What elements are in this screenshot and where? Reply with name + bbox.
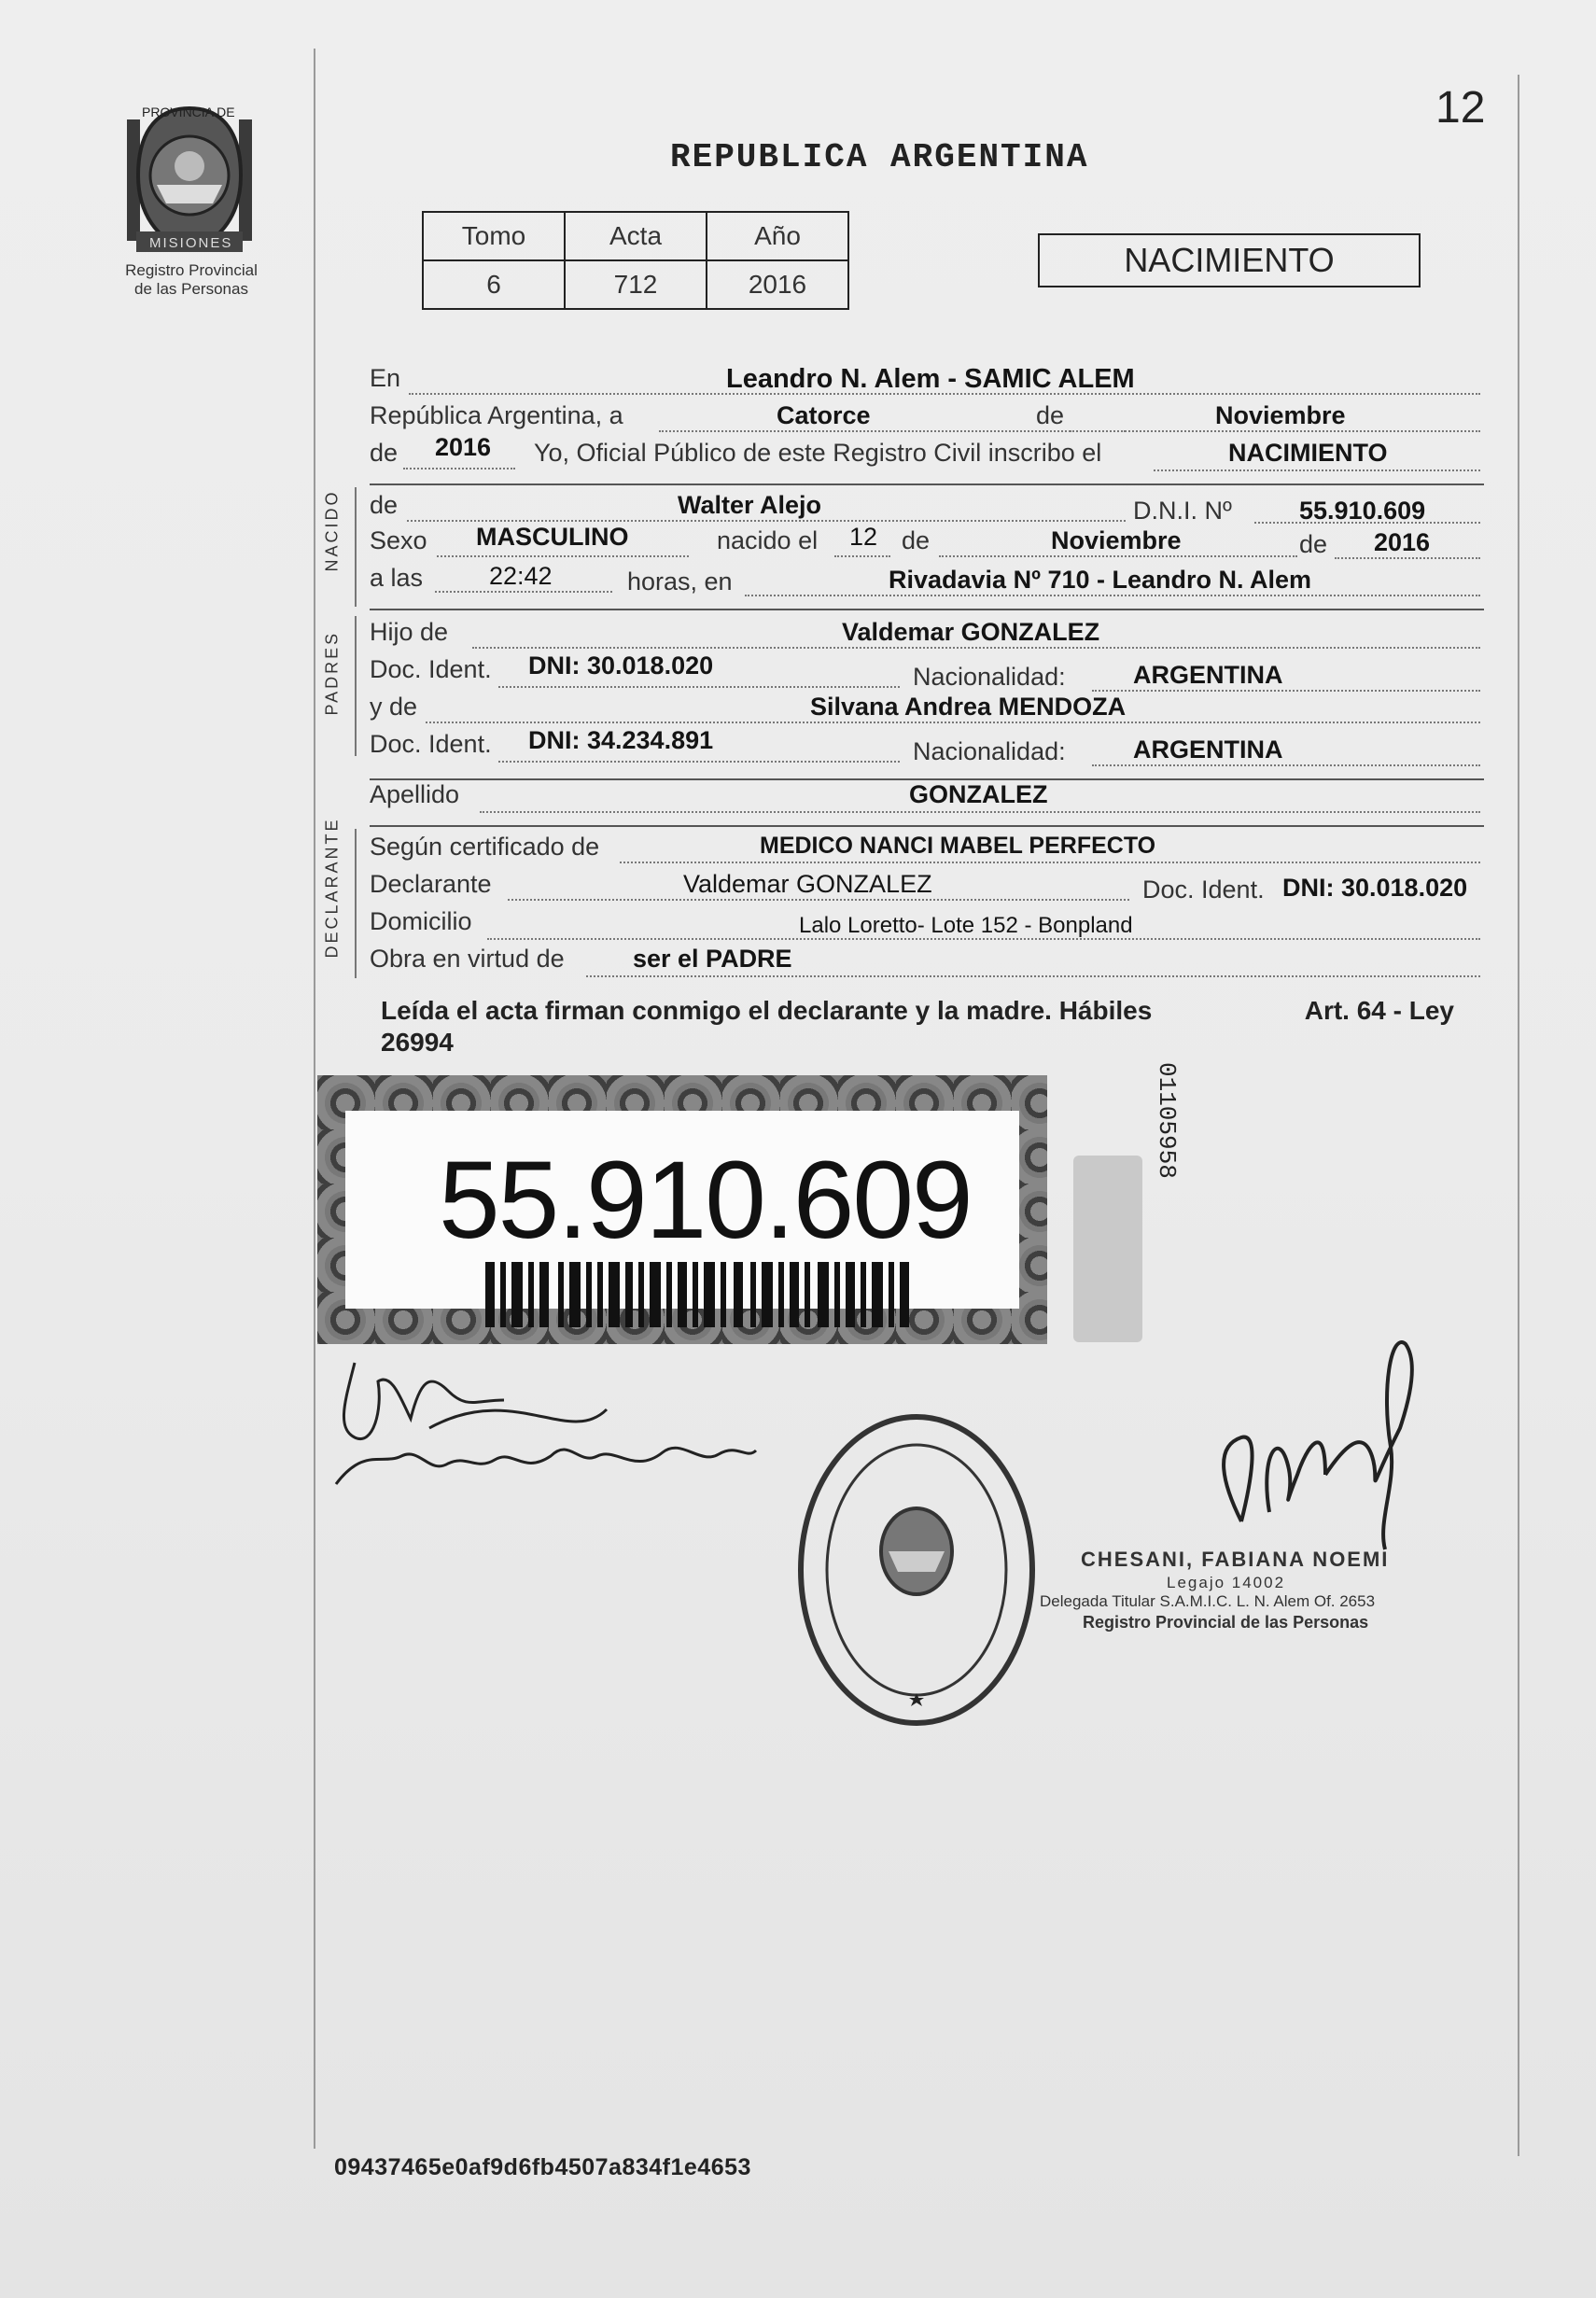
- document-title: REPUBLICA ARGENTINA: [670, 138, 1089, 176]
- record-value-tomo: 6: [423, 260, 565, 309]
- mother-doc: DNI: 34.234.891: [528, 726, 714, 754]
- note-line1: Leída el acta firman conmigo el declarante y la madre. Hábiles: [381, 996, 1153, 1025]
- record-value-acta: 712: [565, 260, 707, 309]
- mother-signature: [327, 1344, 765, 1493]
- official-delegada: Delegada Titular S.A.M.I.C. L. N. Alem Of. 2653: [1040, 1592, 1376, 1610]
- act-place: Leandro N. Alem - SAMIC ALEM: [726, 364, 1135, 394]
- dotted-leader: [437, 553, 689, 557]
- declarante-label: Declarante: [370, 870, 492, 898]
- section-label-padres: PADRES: [322, 630, 342, 716]
- record-value-ano: 2016: [707, 260, 848, 309]
- declarante-name-row: [370, 870, 1484, 907]
- obra-label: Obra en virtud de: [370, 945, 565, 973]
- sticker-number: 55.910.609: [439, 1139, 972, 1262]
- de-label: de: [1299, 530, 1328, 558]
- act-date-row: [370, 401, 1484, 439]
- act-month: Noviembre: [1215, 401, 1346, 429]
- de-label: de: [902, 526, 931, 554]
- horas-label: horas, en: [627, 567, 733, 596]
- domicilio-label: Domicilio: [370, 907, 472, 935]
- barcode-icon: [485, 1262, 918, 1327]
- padres-mother-doc-row: [370, 726, 1484, 767]
- oficial-text: Yo, Oficial Público de este Registro Civil inscribo el: [534, 439, 1102, 467]
- serial-text: 01105958: [1153, 1062, 1181, 1179]
- de-label: de: [370, 491, 399, 519]
- child-dni: 55.910.609: [1299, 497, 1426, 525]
- obra-value: ser el PADRE: [633, 945, 792, 973]
- birth-month: Noviembre: [1051, 526, 1182, 554]
- logo-caption-line1: Registro Provincial: [125, 261, 258, 279]
- declarante-cert-row: [370, 833, 1484, 870]
- act-inscribe: NACIMIENTO: [1228, 439, 1388, 467]
- logo-caption-line2: de las Personas: [134, 280, 248, 298]
- doc-ident-label: Doc. Ident.: [370, 730, 492, 758]
- birth-address: Rivadavia Nº 710 - Leandro N. Alem: [889, 566, 1312, 594]
- y-de-label: y de: [370, 693, 418, 721]
- note-line2: 26994: [381, 1028, 454, 1057]
- official-registro: Registro Provincial de las Personas: [1083, 1613, 1369, 1632]
- en-label: En: [370, 364, 401, 392]
- sexo-label: Sexo: [370, 526, 427, 554]
- declarante-dom-row: [370, 907, 1484, 945]
- serial-number: [1073, 1062, 1181, 1342]
- father-nationality: ARGENTINA: [1133, 661, 1283, 689]
- act-inscribe-row: [370, 433, 1484, 476]
- act-note: [381, 995, 1454, 1058]
- dni-sticker: [317, 1075, 1047, 1344]
- padres-father-doc-row: [370, 652, 1484, 693]
- dotted-leader: [834, 553, 890, 557]
- right-margin-line: [1518, 75, 1519, 2156]
- act-day: Catorce: [777, 401, 871, 429]
- divider: [370, 825, 1484, 827]
- section-bar-declarante: [355, 829, 357, 978]
- left-margin-line: [314, 49, 315, 2149]
- de2-label: de: [370, 439, 399, 467]
- hijo-de-label: Hijo de: [370, 618, 449, 646]
- child-sex: MASCULINO: [476, 523, 629, 551]
- mother-nationality: ARGENTINA: [1133, 736, 1283, 764]
- father-name: Valdemar GONZALEZ: [842, 618, 1100, 646]
- emblem-text-bottom: MISIONES: [149, 235, 233, 251]
- note-right: Art. 64 - Ley: [1304, 996, 1454, 1025]
- padres-father-row: [370, 618, 1484, 655]
- official-name: CHESANI, FABIANA NOEMI: [1081, 1548, 1390, 1571]
- sticker-label: [345, 1111, 1019, 1309]
- cert-value: MEDICO NANCI MABEL PERFECTO: [760, 833, 1156, 859]
- nacido-time-row: [370, 564, 1484, 601]
- apellido-label: Apellido: [370, 780, 460, 808]
- doc-ident-label: Doc. Ident.: [370, 655, 492, 683]
- official-signature: [1185, 1335, 1428, 1559]
- divider: [370, 609, 1484, 610]
- nacionalidad-label: Nacionalidad:: [913, 663, 1066, 691]
- section-label-declarante: DECLARANTE: [322, 817, 342, 959]
- birth-day: 12: [849, 523, 878, 551]
- document-hash: 09437465e0af9d6fb4507a834f1e4653: [334, 2154, 751, 2180]
- doc-ident-label: Doc. Ident.: [1142, 876, 1265, 904]
- act-year: 2016: [435, 433, 492, 461]
- declarante-obra-row: [370, 945, 1484, 982]
- section-bar-padres: [355, 616, 357, 756]
- nacido-sex-row: [370, 523, 1484, 564]
- padres-mother-row: [370, 693, 1484, 730]
- record-header-tomo: Tomo: [423, 212, 565, 260]
- birth-time: 22:42: [489, 562, 553, 590]
- certificado-label: Según certificado de: [370, 833, 600, 861]
- domicilio-value: Lalo Loretto- Lote 152 - Bonpland: [799, 913, 1133, 938]
- de-label: de: [1036, 401, 1065, 429]
- page-number: 12: [1435, 83, 1486, 133]
- a-las-label: a las: [370, 564, 424, 592]
- record-header-acta: Acta: [565, 212, 707, 260]
- section-label-nacido: NACIDO: [322, 489, 342, 572]
- divider: [370, 483, 1484, 485]
- dotted-leader: [403, 465, 515, 469]
- act-place-row: [370, 364, 1484, 401]
- dni-label: D.N.I. Nº: [1133, 497, 1232, 525]
- nacido-el-label: nacido el: [717, 526, 819, 554]
- section-bar-nacido: [355, 487, 357, 607]
- official-legajo: Legajo 14002: [1167, 1574, 1286, 1591]
- logo-caption: [84, 261, 299, 299]
- mother-name: Silvana Andrea MENDOZA: [810, 693, 1127, 721]
- record-table: [422, 211, 849, 310]
- declarante-value: Valdemar GONZALEZ: [683, 870, 932, 898]
- apellido-value: GONZALEZ: [909, 780, 1048, 808]
- declarante-doc: DNI: 30.018.020: [1282, 874, 1468, 902]
- nacionalidad-label: Nacionalidad:: [913, 737, 1066, 765]
- delegation-stamp-icon: [795, 1411, 1038, 1729]
- father-doc: DNI: 30.018.020: [528, 652, 714, 680]
- apellido-row: [370, 780, 1484, 818]
- dotted-leader: [498, 683, 900, 688]
- child-name: Walter Alejo: [678, 491, 822, 519]
- record-header-ano: Año: [707, 212, 848, 260]
- emblem-text-top: PROVINCIA DE: [142, 105, 235, 119]
- republica-label: República Argentina, a: [370, 401, 623, 429]
- birth-year: 2016: [1374, 528, 1431, 556]
- dotted-leader: [498, 758, 900, 763]
- record-type-box: NACIMIENTO: [1038, 233, 1421, 287]
